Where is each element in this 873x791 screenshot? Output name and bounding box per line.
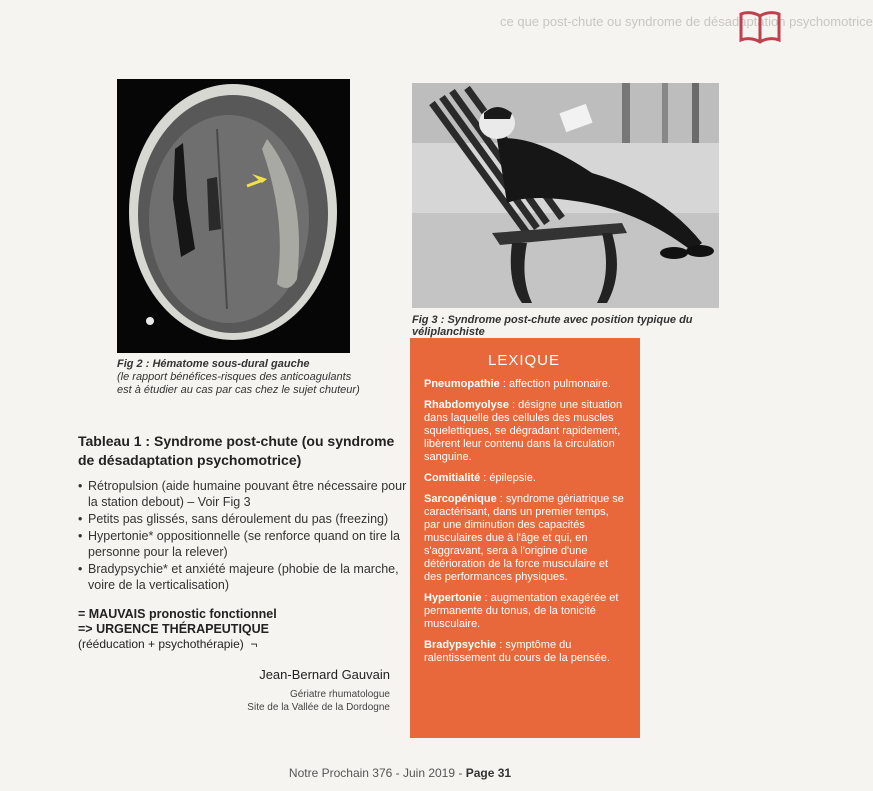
table1-conclusion: [78, 607, 408, 652]
lexique-entry: [424, 378, 624, 391]
lexique-term: Rhabdomyolyse: [424, 399, 509, 411]
footer-text: Notre Prochain 376 - Juin 2019 -: [288, 766, 466, 780]
lexique-term: Comitialité: [424, 472, 481, 484]
lexique-title: LEXIQUE: [487, 352, 561, 369]
lexique-entry: [424, 399, 624, 464]
book-icon: [738, 10, 782, 44]
list-item: • Rétropulsion (aide humaine pouvant être nécessaire pour la station debout) – Voir Fig 3: [78, 478, 408, 510]
fig2-caption: [117, 358, 367, 397]
fig2-note: (le rapport bénéfices-risques des anticoagulants est à étudier au cas par cas chez le sujet chuteur): [117, 371, 360, 396]
lexique-definition: : affection pulmonaire.: [499, 378, 611, 390]
lexique-entry: [424, 493, 624, 584]
author-role: Gériatre rhumatologue: [289, 689, 390, 700]
lexique-definition: : symptôme du ralentissement du cours de la pensée.: [424, 639, 610, 664]
lexique-term: Pneumopathie: [424, 378, 500, 390]
lexique-definition: : syndrome gériatrique se caractérisant, dans un premier temps, par une diminution des capacités musculaires due à l'âge et qui, en s'aggravant, sera à l'origine d'une détérioration de la force musculaire et des performances physiques.: [424, 493, 624, 583]
author-name: Jean-Bernard Gauvain: [259, 667, 390, 682]
corner-bracket-icon: ¬: [250, 637, 258, 651]
page-number: Page 31: [465, 766, 512, 780]
fig2-title: Fig 2 : Hématome sous-dural gauche: [117, 358, 310, 370]
conclusion-treatment: (rééducation + psychothérapie): [78, 637, 244, 651]
list-item: • Petits pas glissés, sans déroulement du pas (freezing): [78, 511, 408, 527]
table1-bullet-list: [78, 478, 408, 594]
conclusion-prognosis: = MAUVAIS pronostic fonctionnel: [78, 607, 277, 621]
author-site: Site de la Vallée de la Dordogne: [247, 702, 390, 713]
list-item: • Hypertonie* oppositionnelle (se renforce quand on tire la personne pour la relever): [78, 528, 408, 560]
lexique-entry: [424, 472, 624, 485]
author-block: [200, 667, 390, 714]
lexique-entry: [424, 639, 624, 665]
conclusion-treatment-row: [78, 637, 408, 652]
lexique-definition: : augmentation exagérée et permanente du tonus, de la tonicité musculaire.: [424, 592, 619, 630]
lexique-entry: [424, 592, 624, 631]
lexique-box: [410, 338, 640, 738]
lexique-term: Sarcopénique: [424, 493, 497, 505]
list-item: • Bradypsychie* et anxiété majeure (phobie de la marche, voire de la verticalisation): [78, 561, 408, 593]
lexique-term: Bradypsychie: [424, 639, 497, 651]
page-footer: [0, 766, 800, 780]
fig3-caption: Fig 3 : Syndrome post-chute avec position typique du véliplanchiste: [412, 314, 693, 338]
lexique-definition: : désigne une situation dans laquelle des cellules des muscles squelettiques, se dégradant rapidement, libèrent leur contenu dans la circulation sanguine.: [424, 399, 623, 463]
ct-scan-image: [117, 79, 350, 353]
lexique-term: Hypertonie: [424, 592, 482, 604]
table1-title: Tableau 1 : Syndrome post-chute (ou syndrome de désadaptation psychomotrice): [78, 433, 395, 468]
bench-photo: [412, 83, 719, 308]
ghost-header-text: ce que post-chute ou syndrome de désadaptation psychomotrice: [500, 14, 873, 29]
conclusion-urgency: => URGENCE THÉRAPEUTIQUE: [78, 622, 270, 636]
lexique-definition: : épilepsie.: [480, 472, 536, 484]
